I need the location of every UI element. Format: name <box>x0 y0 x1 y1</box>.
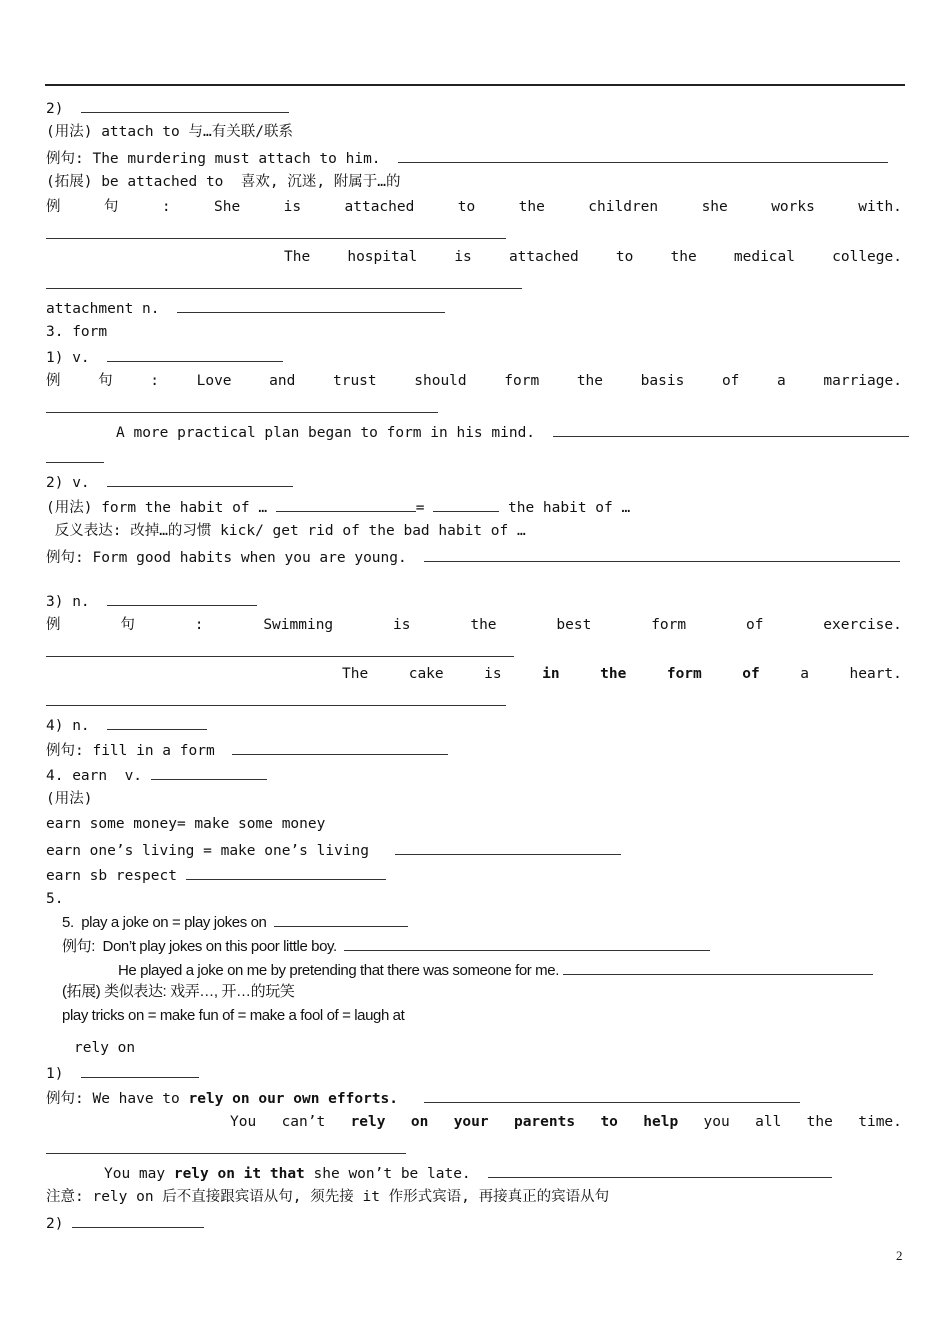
answer-blank[interactable] <box>177 298 445 313</box>
earn-money: earn some money= make some money <box>46 816 326 832</box>
form-3-line: 3) n. <box>46 591 257 611</box>
answer-blank[interactable] <box>46 1153 406 1154</box>
answer-blank[interactable] <box>46 656 514 657</box>
example-fill-form: 例句: fill in a form <box>46 740 448 760</box>
answer-blank[interactable] <box>46 238 506 239</box>
example-attach: 例句: The murdering must attach to him. <box>46 148 888 168</box>
answer-blank[interactable] <box>274 912 408 927</box>
example-form-habits: 例句: Form good habits when you are young. <box>46 547 900 567</box>
example-rely-parents: You can’t rely on your parents to help you all the time. <box>230 1114 902 1130</box>
answer-blank[interactable] <box>563 960 873 975</box>
example-played-joke: He played a joke on me by pretending that there was someone for me. <box>118 960 873 980</box>
section-form-heading: 3. form <box>46 324 108 340</box>
answer-blank[interactable] <box>186 865 386 880</box>
answer-blank[interactable] <box>433 497 499 512</box>
answer-blank[interactable] <box>151 765 267 780</box>
answer-blank[interactable] <box>107 591 257 606</box>
form-2-line: 2) v. <box>46 472 293 492</box>
attachment-line: attachment n. <box>46 298 445 318</box>
antonym-expression: 反义表达: 改掉…的习惯 kick/ get rid of the bad habit of … <box>46 523 526 539</box>
answer-blank[interactable] <box>398 148 888 163</box>
extension-play-joke: (拓展) 类似表达: 戏弄…, 开…的玩笑 <box>62 983 295 1000</box>
extension-attached: (拓展) be attached to 喜欢, 沉迷, 附属于…的 <box>46 174 401 190</box>
answer-blank[interactable] <box>46 462 104 463</box>
answer-blank[interactable] <box>81 98 289 113</box>
example-hospital: The hospital is attached to the medical college. <box>284 249 902 265</box>
answer-blank[interactable] <box>72 1213 204 1228</box>
answer-blank[interactable] <box>424 547 900 562</box>
answer-blank[interactable] <box>81 1063 199 1078</box>
play-joke-heading: 5. play a joke on = play jokes on <box>62 912 408 932</box>
answer-blank[interactable] <box>232 740 448 755</box>
example-own-efforts: 例句: We have to rely on our own efforts. <box>46 1088 800 1108</box>
item-2-line: 2) <box>46 98 289 118</box>
note-rely-on: 注意: rely on 后不直接跟宾语从句, 须先接 it 作形式宾语, 再接真正的宾语从句 <box>46 1189 610 1205</box>
form-1-line: 1) v. <box>46 347 283 367</box>
example-she-attached: 例 句 : She is attached to the children she works with. <box>46 199 902 215</box>
rely-1-line: 1) <box>46 1063 199 1083</box>
example-play-jokes: 例句: Don’t play jokes on this poor little boy. <box>62 936 710 956</box>
usage-earn: (用法) <box>46 791 93 807</box>
answer-blank[interactable] <box>107 472 293 487</box>
answer-blank[interactable] <box>46 412 438 413</box>
header-rule <box>45 84 905 86</box>
earn-living: earn one’s living = make one’s living <box>46 840 621 860</box>
play-tricks-synonyms: play tricks on = make fun of = make a fool of = laugh at <box>62 1007 405 1024</box>
answer-blank[interactable] <box>276 497 416 512</box>
page-number: 2 <box>896 1248 903 1263</box>
answer-blank[interactable] <box>395 840 621 855</box>
answer-blank[interactable] <box>46 288 522 289</box>
example-swimming: 例 句 : Swimming is the best form of exercise. <box>46 617 902 633</box>
example-plan: A more practical plan began to form in his mind. <box>116 422 909 442</box>
section-rely-on-heading: rely on <box>74 1040 136 1056</box>
example-rely-on-it: You may rely on it that she won’t be late. <box>104 1163 832 1183</box>
earn-respect: earn sb respect <box>46 865 386 885</box>
section-5-heading: 5. <box>46 891 64 907</box>
answer-blank[interactable] <box>344 936 710 951</box>
answer-blank[interactable] <box>107 347 283 362</box>
section-earn-heading: 4. earn v. <box>46 765 267 785</box>
example-love-trust: 例 句 : Love and trust should form the basis of a marriage. <box>46 373 902 389</box>
answer-blank[interactable] <box>424 1088 800 1103</box>
usage-attach-to: (用法) attach to 与…有关联/联系 <box>46 124 293 140</box>
answer-blank[interactable] <box>553 422 909 437</box>
answer-blank[interactable] <box>488 1163 832 1178</box>
answer-blank[interactable] <box>46 705 506 706</box>
form-4-line: 4) n. <box>46 715 207 735</box>
usage-form-habit: (用法) form the habit of … = the habit of … <box>46 497 630 517</box>
rely-2-line: 2) <box>46 1213 204 1233</box>
example-cake: The cake is in the form of a heart. <box>342 666 902 682</box>
answer-blank[interactable] <box>107 715 207 730</box>
